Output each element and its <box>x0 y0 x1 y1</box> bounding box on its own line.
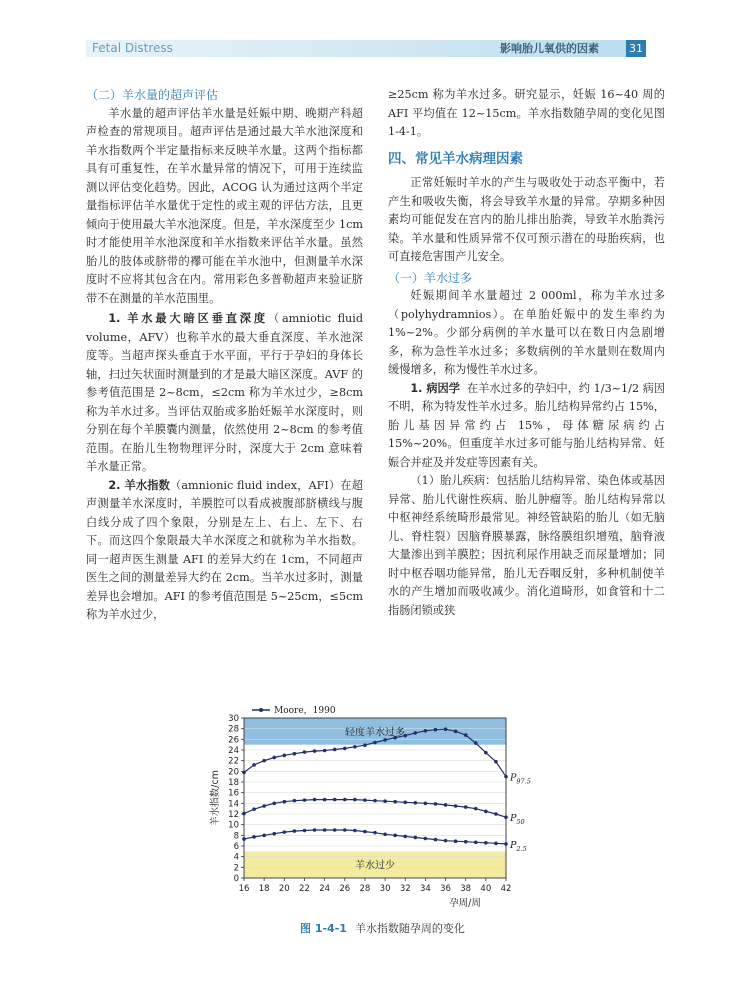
y-tick-label: 12 <box>228 810 239 820</box>
paragraph-afi-continued: ≥25cm 称为羊水过多。研究显示，妊娠 16~40 周的 AFI 平均值在 12~15cm。羊水指数随孕周的变化见图 1-4-1。 <box>388 88 665 138</box>
x-tick-label: 22 <box>299 884 310 894</box>
y-tick-label: 18 <box>228 778 239 788</box>
paragraph-afi <box>86 477 363 625</box>
y-tick-label: 0 <box>233 874 239 884</box>
data-point-P50 <box>444 803 448 807</box>
y-tick-label: 14 <box>228 799 239 810</box>
series-label-subscript: 2.5 <box>516 844 527 853</box>
subheading-ultrasound: （二）羊水量的超声评估 <box>86 88 219 102</box>
band-label-0: 轻度羊水过多 <box>345 727 405 739</box>
data-point-P50 <box>424 802 428 806</box>
data-point-P50 <box>383 799 387 803</box>
data-point-P50 <box>494 812 498 816</box>
x-tick-label: 38 <box>460 884 472 894</box>
data-point-P2.5 <box>444 839 448 843</box>
data-point-P97.5 <box>363 743 367 747</box>
data-point-P97.5 <box>464 733 468 737</box>
item-afi-title: 2. 羊水指数 <box>108 478 171 492</box>
item-afv-title: 1. 羊水最大暗区垂直深度 <box>108 312 268 325</box>
data-point-P97.5 <box>454 730 458 734</box>
data-point-P97.5 <box>434 728 438 732</box>
data-point-P97.5 <box>504 775 508 779</box>
data-point-P97.5 <box>272 756 276 760</box>
etiology-title: 1. 病因学 <box>410 381 460 395</box>
data-point-P50 <box>272 802 276 806</box>
data-point-P2.5 <box>293 829 297 833</box>
data-point-P97.5 <box>383 738 387 742</box>
data-point-P97.5 <box>343 747 347 751</box>
item-afv-text: 也称羊水的最大垂直深度、羊水池深度等。当超声探头垂直于水平面，平行于孕妇的身体长轴，扫过矢状面时测量到的才是最大暗区深度。AVF 的参考值范围是 2~8cm，≤2cm 称为羊水过少，≥8cm 称为羊水过多。当评估双胎或多胎妊娠羊水深度时，则分别在每个羊膜囊内测量，依然使用 2~8cm 的参考值范围。在胎儿生物物理评分时，深度大于 2cm 意味着羊水量正常。 <box>86 330 363 473</box>
y-axis-label: 羊水指数/cm <box>210 770 221 826</box>
data-point-P2.5 <box>434 838 438 842</box>
data-point-P97.5 <box>313 749 317 753</box>
y-tick-label: 8 <box>233 831 239 842</box>
y-tick-label: 30 <box>228 714 239 724</box>
series-label-subscript: 97.5 <box>516 777 531 786</box>
page-number: 31 <box>626 40 646 57</box>
data-point-P50 <box>242 812 246 816</box>
data-point-P2.5 <box>393 834 397 838</box>
data-point-P2.5 <box>484 841 488 845</box>
data-point-P2.5 <box>464 840 468 844</box>
running-header-chapter-title: 影响胎儿氧供的因素 <box>500 42 599 55</box>
data-point-P2.5 <box>414 836 418 840</box>
data-point-P97.5 <box>424 729 428 733</box>
data-point-P2.5 <box>383 832 387 836</box>
x-tick-label: 26 <box>339 884 351 894</box>
x-tick-label: 32 <box>399 884 411 894</box>
data-point-P50 <box>474 807 478 811</box>
data-point-P2.5 <box>333 828 337 832</box>
data-point-P2.5 <box>323 828 327 832</box>
subheading-polyhydramnios: （一）羊水过多 <box>388 270 473 285</box>
y-tick-label: 10 <box>228 820 239 831</box>
data-point-P50 <box>373 799 377 803</box>
figure-caption-text: 羊水指数随孕周的变化 <box>354 922 465 935</box>
data-point-P50 <box>333 798 337 802</box>
data-point-P50 <box>343 798 347 802</box>
paragraph-polyhydramnios: 妊娠期间羊水量超过 2 000ml，称为羊水过多（polyhydramnios）。在单胎妊娠中的发生率约为 1%~2%。少部分病例的羊水量可以在数日内急剧增多，称为急性羊水过多；多数病例的羊水量则在数周内缓慢增多，称为慢性羊水过多。 <box>388 289 665 376</box>
data-point-P50 <box>323 798 327 802</box>
x-axis-label: 孕周/周 <box>449 898 481 909</box>
data-point-P97.5 <box>242 771 246 775</box>
left-column <box>86 86 363 625</box>
y-tick-label: 20 <box>228 767 239 778</box>
data-point-P2.5 <box>424 837 428 841</box>
x-tick-label: 30 <box>379 884 391 894</box>
afi-chart <box>208 698 538 912</box>
data-point-P2.5 <box>242 837 246 841</box>
data-point-P50 <box>252 807 256 811</box>
data-point-P50 <box>283 800 287 804</box>
right-column <box>388 86 665 620</box>
data-point-P50 <box>484 810 488 814</box>
data-point-P2.5 <box>474 840 478 844</box>
paragraph-etiology <box>388 380 665 473</box>
item-afv-english: （amniotic fluid volume，AFV） <box>86 312 363 344</box>
paragraph-pathology: 正常妊娠时羊水的产生与吸收处于动态平衡中，若产生和吸收失衡，将会导致羊水量的异常。孕期多种因素均可能促发在宫内的胎儿排出胎粪，导致羊水胎粪污染。羊水量和性质异常不仅可预示潜在的母胎疾病，也可直接危害围产儿安全。 <box>388 176 665 263</box>
x-tick-label: 20 <box>278 884 290 894</box>
data-point-P2.5 <box>353 829 357 833</box>
x-tick-label: 16 <box>238 884 250 894</box>
data-point-P97.5 <box>283 754 287 758</box>
data-point-P97.5 <box>373 741 377 745</box>
series-label-P2.5: $P_{2.5}$ <box>510 839 527 853</box>
data-point-P50 <box>414 801 418 805</box>
legend-label: Moore，1990 <box>274 706 336 716</box>
running-header-book-title: Fetal Distress <box>92 41 173 55</box>
data-point-P50 <box>454 804 458 808</box>
data-point-P97.5 <box>262 759 266 763</box>
series-label-P50: $P_{50}$ <box>510 813 525 827</box>
data-point-P2.5 <box>272 832 276 836</box>
data-point-P2.5 <box>313 828 317 832</box>
data-point-P97.5 <box>333 748 337 752</box>
y-tick-label: 2 <box>233 863 239 874</box>
data-point-P50 <box>434 802 438 806</box>
data-point-P2.5 <box>283 830 287 834</box>
data-point-P97.5 <box>293 752 297 756</box>
data-point-P97.5 <box>353 745 357 749</box>
data-point-P97.5 <box>474 741 478 745</box>
data-point-P97.5 <box>414 731 418 735</box>
y-tick-label: 16 <box>228 788 239 799</box>
y-tick-label: 28 <box>228 724 239 735</box>
data-point-P97.5 <box>484 751 488 755</box>
x-tick-label: 40 <box>480 884 492 894</box>
y-tick-label: 22 <box>228 756 239 767</box>
item-afi-english: （amnionic fluid index，AFI） <box>170 478 341 492</box>
data-point-P2.5 <box>252 835 256 839</box>
figure-number: 图 1-4-1 <box>300 922 347 935</box>
data-point-P2.5 <box>373 831 377 835</box>
data-point-P97.5 <box>323 749 327 753</box>
data-point-P2.5 <box>262 834 266 838</box>
etiology-text: 在羊水过多的孕妇中，约 1/3~1/2 病因不明，称为特发性羊水过多。胎儿结构异常约占 15%，胎儿基因异常约占 15%，母体糖尿病约占 15%~20%。但重度羊水过多可能与胎儿结构异常、妊娠合并症及并发症等因素有关。 <box>388 381 665 469</box>
paragraph-ultrasound: 羊水量的超声评估羊水量是妊娠中期、晚期产科超声检查的常规项目。超声评估是通过最大羊水池深度和羊水指数两个半定量指标来反映羊水量。这两个指标都具有可重复性，在羊水量异常的情况下，可用于连续监测以评估变化趋势。因此，ACOG 认为通过这两个半定量指标评估羊水量优于定性的或主观的评估方法，且更倾向于使用最大羊水池深度。但是，羊水深度至少 1cm 时才能使用羊水池深度和羊水指数来评估羊水量。虽然胎儿的肢体或脐带的襻可能在羊水池中，但测量羊水深度时不应将其包含在内。常用彩色多普勒超声来验证脐带不在测量的羊水范围里。 <box>86 106 363 305</box>
data-point-P50 <box>313 798 317 802</box>
data-point-P2.5 <box>343 828 347 832</box>
data-point-P50 <box>403 800 407 804</box>
x-tick-label: 18 <box>258 884 270 894</box>
section-heading-pathology: 四、常见羊水病理因素 <box>388 150 523 167</box>
data-point-P50 <box>293 799 297 803</box>
data-point-P2.5 <box>454 839 458 843</box>
x-tick-label: 42 <box>500 884 512 894</box>
item-afi-text: 在超声测量羊水深度时，羊膜腔可以看成被腹部脐横线与腹白线分成了四个象限，分别是左上、右上、左下、右下。而这四个象限最大羊水深度之和就称为羊水指数。同一超声医生测量 AFI 的差异大约在 1cm，不同超声医生之间的测量差异大约在 2cm。当羊水过多时，测量差异也会增加。AFI 的参考值范围是 5~25cm，≤5cm 称为羊水过少， <box>86 478 363 621</box>
legend-marker <box>259 708 263 712</box>
figure-caption <box>300 920 473 936</box>
x-tick-label: 28 <box>359 884 371 894</box>
data-point-P50 <box>353 798 357 802</box>
paragraph-afv <box>86 310 363 477</box>
x-tick-label: 36 <box>440 884 451 894</box>
data-point-P2.5 <box>363 830 367 834</box>
data-point-P50 <box>464 805 468 809</box>
data-point-P2.5 <box>403 835 407 839</box>
series-label-subscript: 50 <box>516 818 525 827</box>
data-point-P2.5 <box>494 842 498 846</box>
y-tick-label: 24 <box>228 746 239 756</box>
x-tick-label: 24 <box>319 884 331 894</box>
paragraph-fetal-disease: （1）胎儿疾病：包括胎儿结构异常、染色体或基因异常、胎儿代谢性疾病、胎儿肿瘤等。胎儿结构异常以中枢神经系统畸形最常见。神经管缺陷的胎儿（如无脑儿、脊柱裂）因脑脊膜暴露，脉络膜组织增殖，脑脊液大量渗出到羊膜腔；因抗利尿作用缺乏而尿量增加；同时中枢吞咽功能异常，胎儿无吞咽反射，多种机制使羊水的产生增加而吸收减少。消化道畸形，如食管和十二指肠闭锁或狭 <box>388 474 665 617</box>
band-label-1: 羊水过少 <box>355 860 395 872</box>
data-point-P97.5 <box>444 727 448 731</box>
data-point-P97.5 <box>494 760 498 764</box>
data-point-P50 <box>363 798 367 802</box>
series-label-P97.5: $P_{97.5}$ <box>510 772 531 786</box>
y-tick-label: 4 <box>233 852 239 863</box>
data-point-P2.5 <box>303 829 307 833</box>
data-point-P97.5 <box>252 763 256 767</box>
y-tick-label: 26 <box>228 735 239 746</box>
x-tick-label: 34 <box>419 884 431 894</box>
data-point-P2.5 <box>504 842 508 846</box>
data-point-P97.5 <box>303 750 307 754</box>
y-tick-label: 6 <box>233 842 239 852</box>
data-point-P50 <box>504 815 508 819</box>
data-point-P50 <box>393 800 397 804</box>
data-point-P50 <box>303 798 307 802</box>
data-point-P50 <box>262 804 266 808</box>
